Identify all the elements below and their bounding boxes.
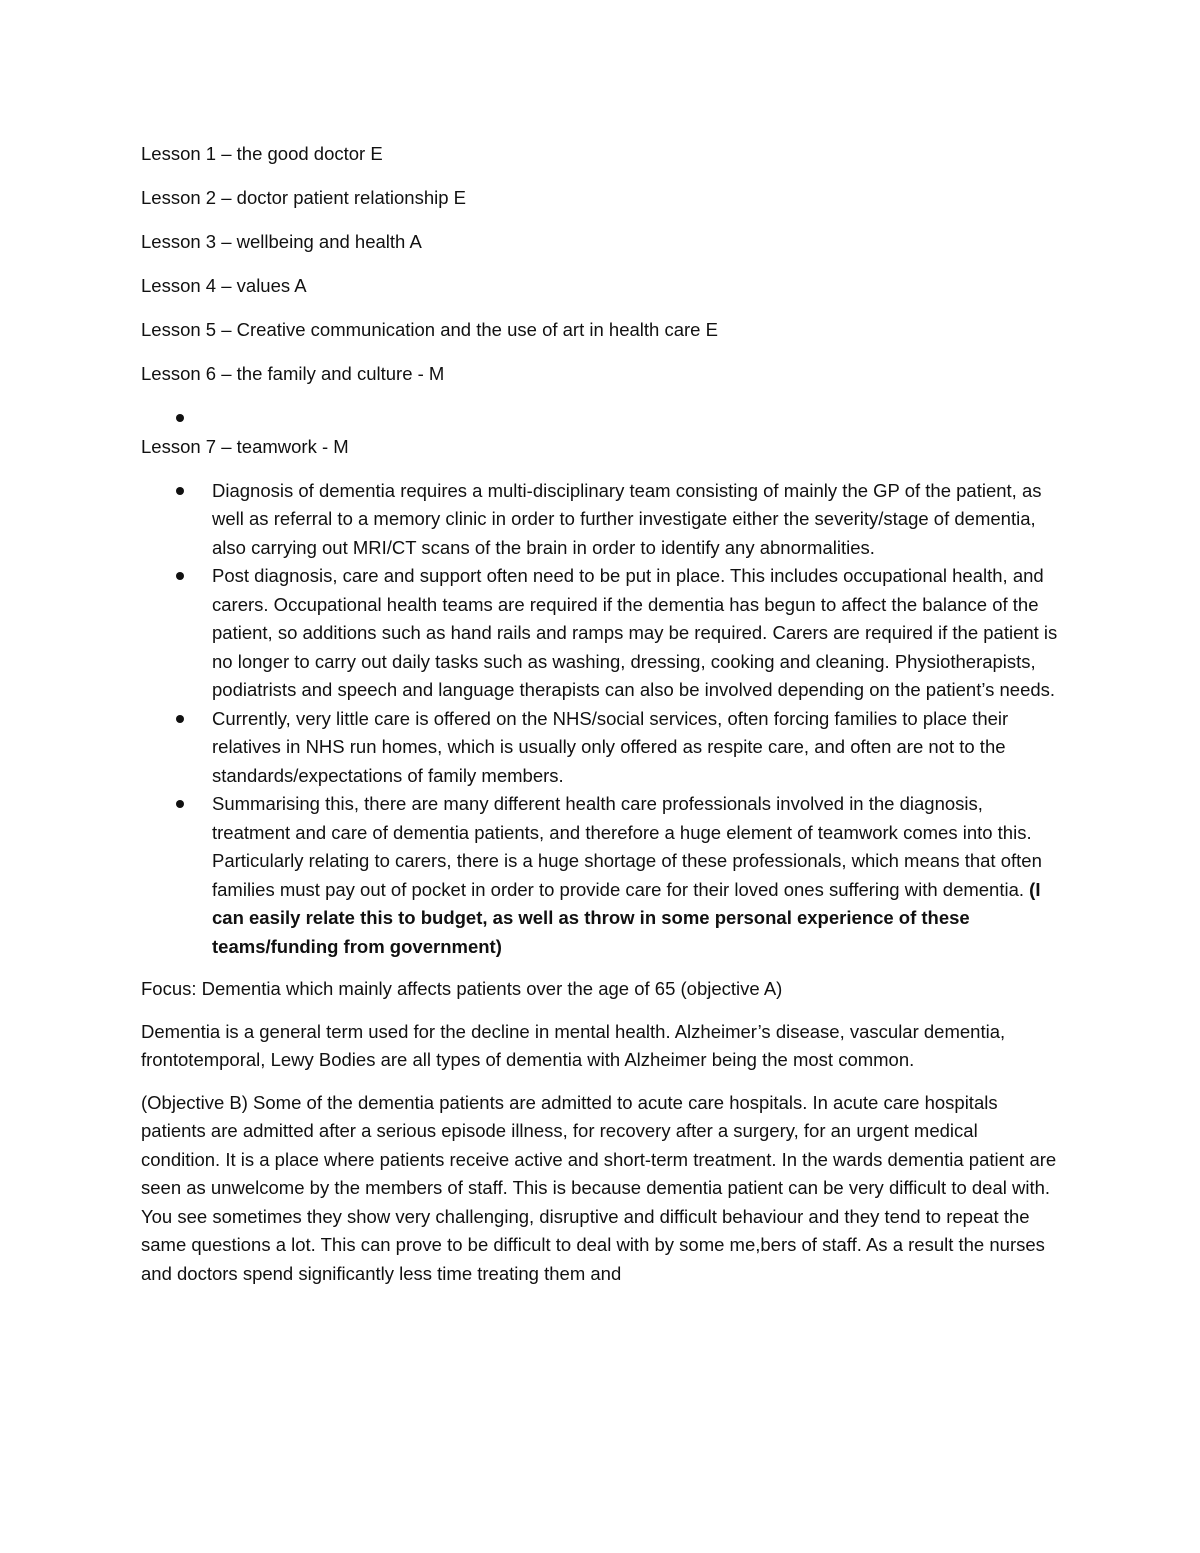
lesson-2: Lesson 2 – doctor patient relationship E (141, 187, 466, 208)
lesson-7-heading: Lesson 7 – teamwork - M (141, 435, 349, 457)
bold-note: (I can easily relate this to budget, as well as throw in some personal experience of these teams/funding from government) (212, 878, 1041, 957)
list-item (141, 705, 1061, 791)
lesson-5: Lesson 5 – Creative communication and the use of art in health care E (141, 319, 718, 340)
list-item-text: Post diagnosis, care and support often need to be put in place. This includes occupational health, and carers. Occupational health teams are required if the dementia has begun to affect the balance of the patient, so additions such as hand rails and ramps may be required. Carers are required if the patient is no longer to carry out daily tasks such as washing, dressing, cooking and cleaning. Physiotherapists, podiatrists and speech and language therapists can also be involved depending on the patient’s needs. (212, 565, 1058, 700)
lesson-3: Lesson 3 – wellbeing and health A (141, 231, 422, 252)
lesson-1: Lesson 1 – the good doctor E (141, 143, 383, 164)
list-item-text: Summarising this, there are many different health care professionals involved in the diagnosis, treatment and care of dementia patients, and therefore a huge element of teamwork comes into this. Particularly relating to carers, there is a huge shortage of these professionals, which means that often families must pay out of pocket in order to provide care for their loved ones suffering with dementia. (212, 793, 1042, 900)
lesson-6: Lesson 6 – the family and culture - M (141, 363, 445, 384)
teamwork-bullet-list (141, 477, 1061, 962)
focus-line: Focus: Dementia which mainly affects patients over the age of 65 (objective A) (141, 978, 783, 999)
objective-b-paragraph: (Objective B) Some of the dementia patients are admitted to acute care hospitals. In acute care hospitals patients are admitted after a serious episode illness, for recovery after a surgery, for an urgent medical condition. It is a place where patients receive active and short-term treatment. In the wards dementia patient are seen as unwelcome by the members of staff. This is because dementia patient can be very difficult to deal with. You see sometimes they show very challenging, disruptive and difficult behaviour and they tend to repeat the same questions a lot. This can prove to be difficult to deal with by some me,bers of staff. As a result the nurses and doctors spend significantly less time treating them and (141, 1091, 1057, 1284)
bullet-icon (176, 487, 184, 495)
bullet-icon (176, 572, 184, 580)
list-item (141, 562, 1061, 705)
list-item-text: Currently, very little care is offered on the NHS/social services, often forcing families to place their relatives in NHS run homes, which is usually only offered as respite care, and often are not to the standards/expectations of family members. (212, 707, 1009, 786)
bullet-icon (176, 800, 184, 808)
bullet-icon (176, 414, 184, 422)
dementia-definition-paragraph: Dementia is a general term used for the decline in mental health. Alzheimer’s disease, vascular dementia, frontotemporal, Lewy Bodies are all types of dementia with Alzheimer being the most common. (141, 1020, 1006, 1070)
lesson-4: Lesson 4 – values A (141, 275, 307, 296)
document-page (141, 140, 1061, 1302)
list-item-text: Diagnosis of dementia requires a multi-disciplinary team consisting of mainly the GP of the patient, as well as referral to a memory clinic in order to further investigate either the severity/stage of dementia, also carrying out MRI/CT scans of the brain in order to identify any abnormalities. (212, 479, 1042, 558)
list-item (141, 790, 1061, 961)
bullet-icon (176, 715, 184, 723)
empty-bullet-list (141, 404, 1061, 433)
list-item (141, 477, 1061, 563)
